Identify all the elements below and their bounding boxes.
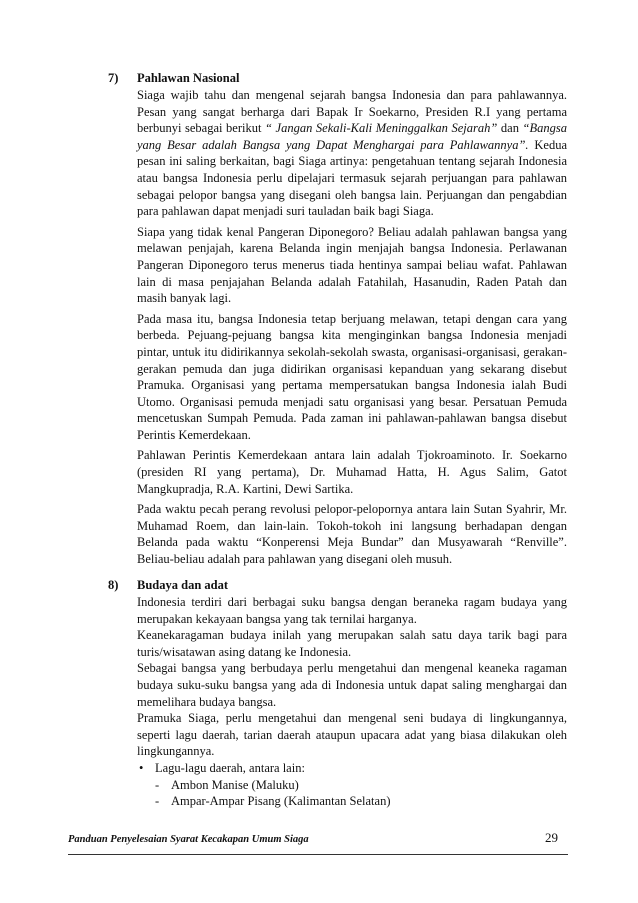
footer-title: Panduan Penyelesaian Syarat Kecakapan Umum Siaga xyxy=(68,834,309,845)
bullet-item xyxy=(137,760,567,777)
list-item xyxy=(137,793,567,810)
quote-text: “Bangsa yang Besar adalah Bangsa yang Dapat Menghargai para Pahlawannya”. xyxy=(137,121,567,152)
text: dan xyxy=(497,121,523,136)
paragraph xyxy=(137,87,567,220)
bullet-text: Lagu-lagu daerah, antara lain: xyxy=(155,760,305,775)
dash-icon: - xyxy=(155,794,160,809)
text: Siaga wajib tahu dan mengenal sejarah bangsa Indonesia dan para pahlawannya. Pesan yang sangat berharga dari Bapak Ir Soekarno, Presiden R.I yang pertama berbunyi sebagai berikut xyxy=(137,88,567,136)
song-name: Ambon Manise (Maluku) xyxy=(171,777,299,792)
quote-text: “ Jangan Sekali-Kali Meninggalkan Sejarah” xyxy=(265,121,498,136)
paragraph: Indonesia terdiri dari berbagai suku bangsa dengan beraneka ragam budaya yang merupakan kekayaan bangsa yang tak ternilai harganya. xyxy=(137,595,567,626)
paragraph: Keanekaragaman budaya inilah yang merupakan salah satu daya tarik bagi para turis/wisatawan asing datang ke Indonesia. xyxy=(137,628,567,659)
dash-icon: - xyxy=(155,777,160,792)
footer-divider xyxy=(68,854,568,855)
song-name: Ampar-Ampar Pisang (Kalimantan Selatan) xyxy=(171,794,391,809)
paragraph: Siapa yang tidak kenal Pangeran Diponegoro? Beliau adalah pahlawan bangsa yang melawan penjajah, karena Belanda ingin menjajah bangsa Indonesia. Perlawanan Pangeran Diponegoro terus menerus tiada hentinya sampai beliau wafat. Pahlawan lain di masa penjajahan Belanda adalah Fatahilah, Hasanudin, Raden Patah dan masih banyak lagi. xyxy=(137,224,567,306)
section-title: Pahlawan Nasional xyxy=(137,71,240,85)
paragraph: Pahlawan Perintis Kemerdekaan antara lain adalah Tjokroaminoto. Ir. Soekarno (presiden RI yang pertama), Dr. Muhamad Hatta, H. Agus Salim, Gatot Mangkupradja, R.A. Kartini, Dewi Sartika. xyxy=(137,448,567,496)
section-title: Budaya dan adat xyxy=(137,578,229,592)
section-number: 8) xyxy=(108,578,119,592)
list-item xyxy=(137,777,567,794)
paragraph: Pada waktu pecah perang revolusi pelopor-pelopornya antara lain Sutan Syahrir, Mr. Muhamad Roem, dan lain-lain. Tokoh-tokoh ini langsung berhadapan dengan Belanda pada waktu “Konperensi Meja Bundar” dan Musyawarah “Renville”. Beliau-beliau adalah para pahlawan yang disegani oleh musuh. xyxy=(137,502,567,567)
page-number: 29 xyxy=(545,830,558,845)
bullet-icon: • xyxy=(139,760,144,775)
paragraph: Pramuka Siaga, perlu mengetahui dan mengenal seni budaya di lingkungannya, seperti lagu daerah, tarian daerah ataupun upacara adat yang biasa dilakukan oleh lingkungannya. xyxy=(137,711,567,759)
text: Kedua pesan ini saling berkaitan, bagi Siaga artinya: pengetahuan tentang sejarah Indonesia atau bangsa Indonesia perlu dipelajari termasuk sejarah perjuangan para pahlawan sebagai pelopor bangsa yang disegani oleh bangsa lain. Perjuangan dan pengabdian para pahlawan dapat menjadi suri tauladan baik bagi Siaga. xyxy=(137,137,567,219)
section-body xyxy=(137,87,567,572)
section-body xyxy=(137,594,567,810)
section-number: 7) xyxy=(108,71,119,85)
paragraph: Pada masa itu, bangsa Indonesia tetap berjuang melawan, tetapi dengan cara yang berbeda. Pejuang-pejuang bangsa kita menginginkan bangsa Indonesia menjadi pintar, untuk itu didirikannya sekolah-sekolah swasta, organisasi-organisasi, gerakan-gerakan pemuda dan juga didirikan organisasi kepanduan yang sekarang disebut Pramuka. Organisasi yang pertama mempersatukan bangsa Indonesia ialah Budi Utomo. Organisasi pemuda menjadi satu organisasi yang besar. Persatuan Pemuda mencetuskan Sumpah Pemuda. Pada zaman ini pahlawan-pahlawan bangsa disebut Perintis Kemerdekaan. xyxy=(137,311,567,442)
paragraph: Sebagai bangsa yang berbudaya perlu mengetahui dan mengenal keaneka ragaman budaya suku-suku bangsa yang ada di Indonesia untuk dapat saling menghargai dan memelihara budaya bangsa. xyxy=(137,661,567,709)
